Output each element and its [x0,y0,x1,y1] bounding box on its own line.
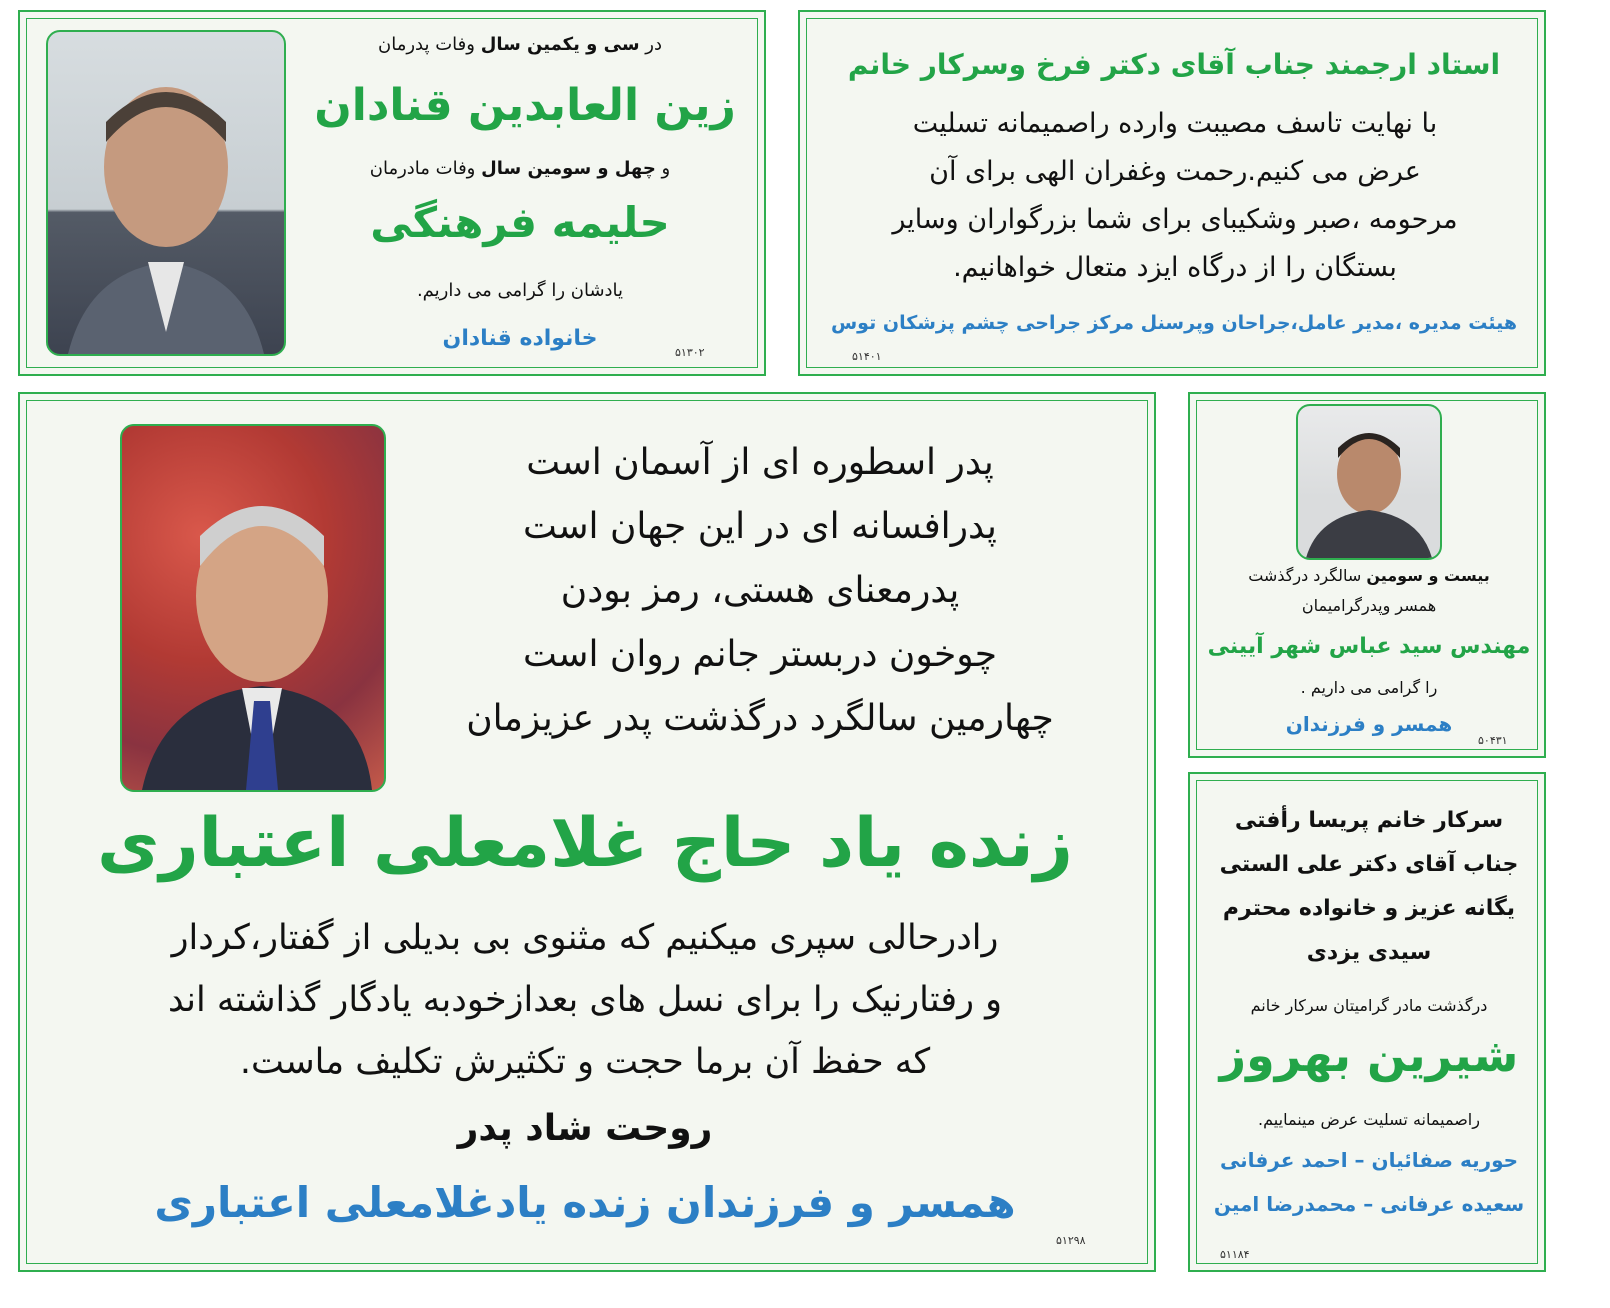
ad5-signature-line-2: سعیده عرفانی – محمدرضا امین [1213,1192,1525,1216]
ad3-signature: همسر و فرزندان زنده یادغلامعلی اعتباری [154,1178,1016,1227]
ad1-line2-c: وفات مادرمان [369,158,476,179]
ad5-heading-line-1: سرکار خانم پریسا رأفتی [1234,808,1504,833]
memorial-ad-etebari [18,392,1156,1272]
ad4-line1-b: سالگرد درگذشت [1248,566,1362,585]
condolence-ad-behrouz [1188,772,1546,1272]
ad5-line1: درگذشت مادر گرامیتان سرکار خانم [1250,996,1488,1015]
ad2-heading: استاد ارجمند جناب آقای دکتر فرخ وسرکار خانم [847,48,1501,81]
ad5-heading-line-4: سیدی یزدی [1306,940,1432,965]
ad1-name-mother: حلیمه فرهنگی [370,198,670,247]
ad5-heading-line-2: جناب آقای دکتر علی الستی [1219,852,1519,877]
ad5-heading-line-3: یگانه عزیز و خانواده محترم [1222,896,1516,921]
portrait-photo [120,424,386,792]
ad1-remembrance-text: یادشان را گرامی می داریم. [416,280,624,301]
ad3-poem-line-3: پدرمعنای هستی، رمز بودن [560,570,960,611]
ad1-line2-b: چهل و سومین سال [481,158,656,179]
ad5-signature-line-1: حوریه صفائیان – احمد عرفانی [1219,1148,1519,1172]
ad3-closing: روحت شاد پدر [457,1108,713,1149]
ad1-line1-a: در [645,34,662,55]
ad2-body-line-1: با نهایت تاسف مصیبت وارده راصمیمانه تسلیت [912,108,1438,139]
ad1-line1-c: وفات پدرمان [378,34,475,55]
portrait-photo [1296,404,1442,560]
ad2-signature: هیئت مدیره ،مدیر عامل،جراحان وپرسنل مرکز جراحی چشم پزشکان توس [830,312,1518,334]
ad3-body-line-2: و رفتارنیک را برای نسل های بعدازخودبه یادگار گذاشته اند [167,980,1003,1020]
ad4-line3: را گرامی می داریم . [1300,678,1438,697]
ad2-body-line-3: مرحومه ،صبر وشکیبای برای شما بزرگواران وسایر [892,204,1458,235]
ad3-anniversary-line: چهارمین سالگرد درگذشت پدر عزیزمان [466,698,1054,739]
condolence-ad-farrokh [798,10,1546,376]
ad1-name-father: زین العابدین قنادان [314,80,736,131]
memorial-ad-shahrayini [1188,392,1546,758]
ad3-code: ۵۱۲۹۸ [1056,1234,1086,1247]
ad2-code: ۵۱۴۰۱ [852,350,882,363]
ad2-body-line-4: بستگان را از درگاه ایزد متعال خواهانیم. [953,252,1397,283]
ad3-poem-line-1: پدر اسطوره ای از آسمان است [526,442,994,483]
ad4-code: ۵۰۴۳۱ [1478,734,1508,747]
ad5-name: شیرین بهروز [1219,1028,1519,1082]
ad4-line1-a: بیست و سومین [1366,566,1490,585]
ad3-body-line-1: رادرحالی سپری میکنیم که مثنوی بی بدیلی از گفتار،کردار [171,918,999,958]
ad3-name: زنده یاد حاج غلامعلی اعتباری [97,804,1073,883]
ad4-signature: همسر و فرزندان [1285,712,1453,736]
ad4-name: مهندس سید عباس شهر آیینی [1207,634,1531,659]
ad1-code: ۵۱۳۰۲ [675,346,705,359]
ad3-poem-line-4: چوخون دربستر جانم روان است [522,634,998,675]
obituary-ad-ghanadan [18,10,766,376]
ad3-body-line-3: که حفظ آن برما حجت و تکثیرش تکلیف ماست. [239,1042,931,1082]
ad5-line2: راصمیمانه تسلیت عرض مینماییم. [1258,1110,1480,1129]
ad2-body-line-2: عرض می کنیم.رحمت وغفران الهی برای آن [929,156,1421,187]
portrait-photo [46,30,286,356]
ad1-line1-b: سی و یکمین سال [480,34,640,55]
ad5-code: ۵۱۱۸۴ [1220,1248,1250,1261]
ad1-line2-a: و [661,158,671,179]
ad4-line2: همسر وپدرگرامیمان [1301,596,1437,615]
ad3-poem-line-2: پدرافسانه ای در این جهان است [523,506,997,547]
ad1-signature: خانواده قنادان [442,326,598,351]
